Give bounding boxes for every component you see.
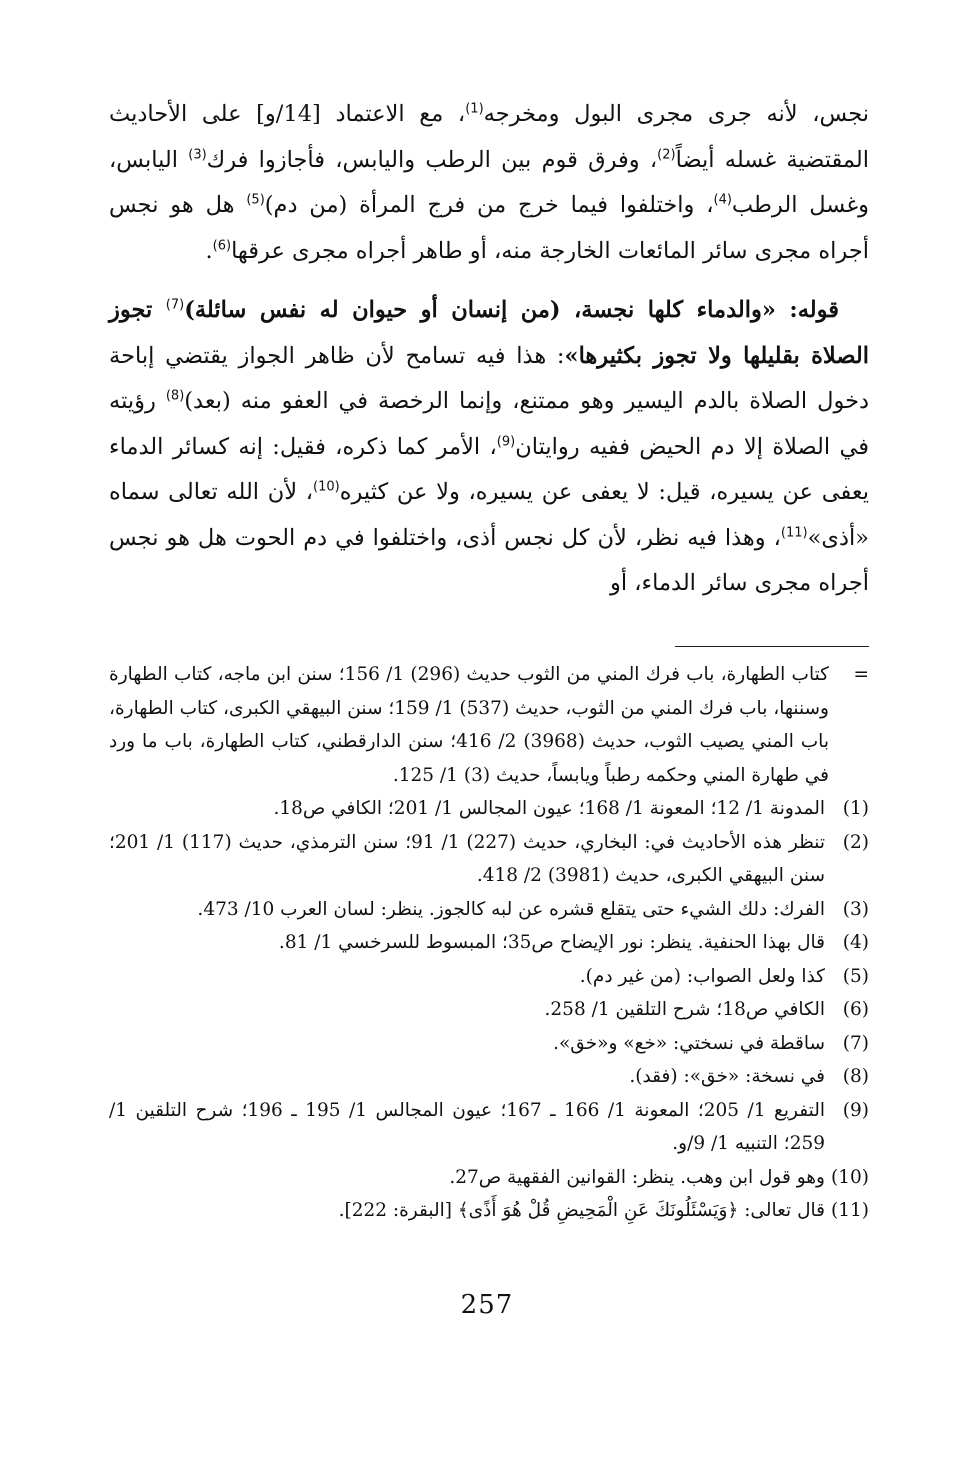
footnote-number: (3)	[842, 898, 869, 920]
footnote-text: كذا ولعل الصواب: (من غير دم).	[579, 965, 825, 987]
footnote-number: (6)	[842, 999, 869, 1020]
p1-text-7: .	[205, 237, 213, 264]
paragraph-1	[109, 92, 869, 274]
footnote-text: ساقطة في نسختي: «خع» و«خق».	[553, 1032, 825, 1054]
continuation-text: كتاب الطهارة، باب فرك المني من الثوب حديث (296) 1/ 156؛ سنن ابن ماجه، كتاب الطهارة وسننها، باب فرك المني من الثوب، حديث (537) 1/ 159؛ سنن البيهقي الكبرى، كتاب الطهارة، باب المني يصيب الثوب، حديث (3968) 2/ 416؛ سنن الدارقطني، كتاب الطهارة، باب ما ورد في طهارة المني وحكمه رطباً ويابساً، حديث (3) 1/ 125.	[109, 664, 829, 786]
footnote-number: (8)	[842, 1066, 869, 1087]
footnote-ref-7[interactable]: (7)	[165, 297, 185, 313]
footnotes	[109, 658, 869, 1228]
footnote-2	[109, 826, 869, 893]
footnote-text: المدونة 1/ 12؛ المعونة 1/ 168؛ عيون المجالس 1/ 201؛ الكافي ص18.	[273, 798, 825, 819]
footnote-text: قال بهذا الحنفية. ينظر: نور الإيضاح ص35؛ المبسوط للسرخسي 1/ 81.	[278, 932, 825, 953]
footnote-ref-2[interactable]: (2)	[657, 147, 676, 162]
footnote-ref-3[interactable]: (3)	[188, 147, 207, 162]
p1-text-3: ، وفرق قوم بين الرطب واليابس، فأجازوا فرك	[206, 146, 658, 173]
footnote-number: (9)	[842, 1099, 869, 1121]
p1-text-5: ، واختلفوا فيما خرج من فرج المرأة (من دم)	[264, 192, 714, 218]
footnote-number: (11)	[831, 1200, 869, 1221]
footnote-text: تنظر هذه الأحاديث في: البخاري، حديث (227) 1/ 91؛ سنن الترمذي، حديث (117) 1/ 201؛ سنن البيهقي الكبرى، حديث (3981) 2/ 418.	[109, 831, 826, 886]
footnote-3	[109, 893, 869, 927]
footnote-ref-1[interactable]: (1)	[465, 101, 484, 117]
footnote-divider	[675, 646, 869, 647]
footnote-11	[109, 1194, 869, 1228]
footnote-number: (1)	[842, 798, 869, 819]
footnote-6	[109, 993, 869, 1027]
footnote-7	[109, 1027, 869, 1061]
page-body	[109, 92, 869, 617]
p2-prefix: قوله:	[775, 297, 840, 323]
footnote-1	[109, 792, 869, 826]
main-text	[109, 92, 869, 607]
footnote-ref-9[interactable]: (9)	[496, 434, 516, 449]
footnote-text: في نسخة: «خق»: (فقد).	[629, 1066, 825, 1087]
footnote-text: الفرك: دلك الشيء حتى يتقلع قشره عن لبه كالجوز. ينظر: لسان العرب 10/ 473.	[197, 898, 825, 920]
footnote-text: الكافي ص18؛ شرح التلقين 1/ 258.	[544, 999, 825, 1020]
footnote-number: (2)	[842, 831, 869, 853]
footnote-ref-6[interactable]: (6)	[212, 238, 232, 253]
footnote-4	[109, 926, 869, 960]
footnote-5	[109, 960, 869, 994]
footnote-ref-10[interactable]: (10)	[313, 479, 340, 495]
footnote-ref-8[interactable]: (8)	[165, 388, 185, 404]
p2-text-4: ، لأن الله تعالى سماه «أذى»	[109, 479, 869, 551]
footnote-ref-4[interactable]: (4)	[713, 192, 732, 208]
p1-text-1: نجس، لأنه جرى مجرى البول ومخرجه	[483, 101, 869, 127]
footnote-10	[109, 1161, 869, 1195]
footnote-8	[109, 1060, 869, 1094]
continuation-mark: =	[853, 664, 869, 685]
p1-text-4: اليابس، وغسل الرطب	[109, 146, 870, 218]
footnote-ref-11[interactable]: (11)	[780, 525, 808, 540]
p2-quote-2: تجوز الصلاة بقليلها ولا تجوز بكثيرها»	[109, 297, 869, 369]
page-number: 257	[460, 1290, 514, 1320]
paragraph-2	[109, 288, 869, 607]
p1-text-2: ، مع الاعتماد [14/و] على الأحاديث المقتضية غسله أيضاً	[109, 101, 870, 173]
footnote-text: قال تعالى: ﴿وَيَسْئَلُونَكَ عَنِ الْمَحِيضِ قُلْ هُوَ أَذًى﴾ [البقرة: 222].	[338, 1200, 825, 1221]
p2-text-2: رؤيته في الصلاة إلا دم الحيض ففيه روايتان	[109, 388, 869, 460]
footnote-ref-5[interactable]: (5)	[246, 192, 265, 208]
p2-text-5: ، وهذا فيه نظر، لأن كل نجس أذى، واختلفوا في دم الحوت هل هو نجس أجراه مجرى سائر الدماء، أو	[109, 524, 869, 596]
p2-text-1: : هذا فيه تسامح لأن ظاهر الجواز يقتضي إباحة دخول الصلاة بالدم اليسير وهو ممتنع، وإنما الرخصة في العفو منه (بعد)	[109, 342, 869, 414]
p2-quote-1: «والدماء كلها نجسة، (من إنسان أو حيوان له نفس سائلة)	[184, 297, 776, 323]
p1-text-6: هل هو نجس أجراه مجرى سائر المائعات الخارجة منه، أو طاهر أجراه مجرى عرقها	[109, 192, 869, 264]
footnote-number: (5)	[842, 965, 869, 987]
footnote-continuation	[109, 658, 869, 792]
footnote-number: (10)	[831, 1166, 869, 1188]
p2-text-3: ، الأمر كما ذكره، فقيل: إنه كسائر الدماء يعفى عن يسيره، قيل: لا يعفى عن يسيره، ولا عن كثيره	[109, 433, 869, 505]
footnote-9	[109, 1094, 869, 1161]
footnote-text: التفريع 1/ 205؛ المعونة 1/ 166 ـ 167؛ عيون المجالس 1/ 195 ـ 196؛ شرح التلقين 1/ 259؛ التنبيه 1/ 9/و.	[109, 1099, 825, 1154]
footnote-number: (4)	[842, 932, 869, 953]
footnote-number: (7)	[842, 1032, 869, 1054]
footnote-text: وهو قول ابن وهب. ينظر: القوانين الفقهية ص27.	[449, 1166, 825, 1188]
